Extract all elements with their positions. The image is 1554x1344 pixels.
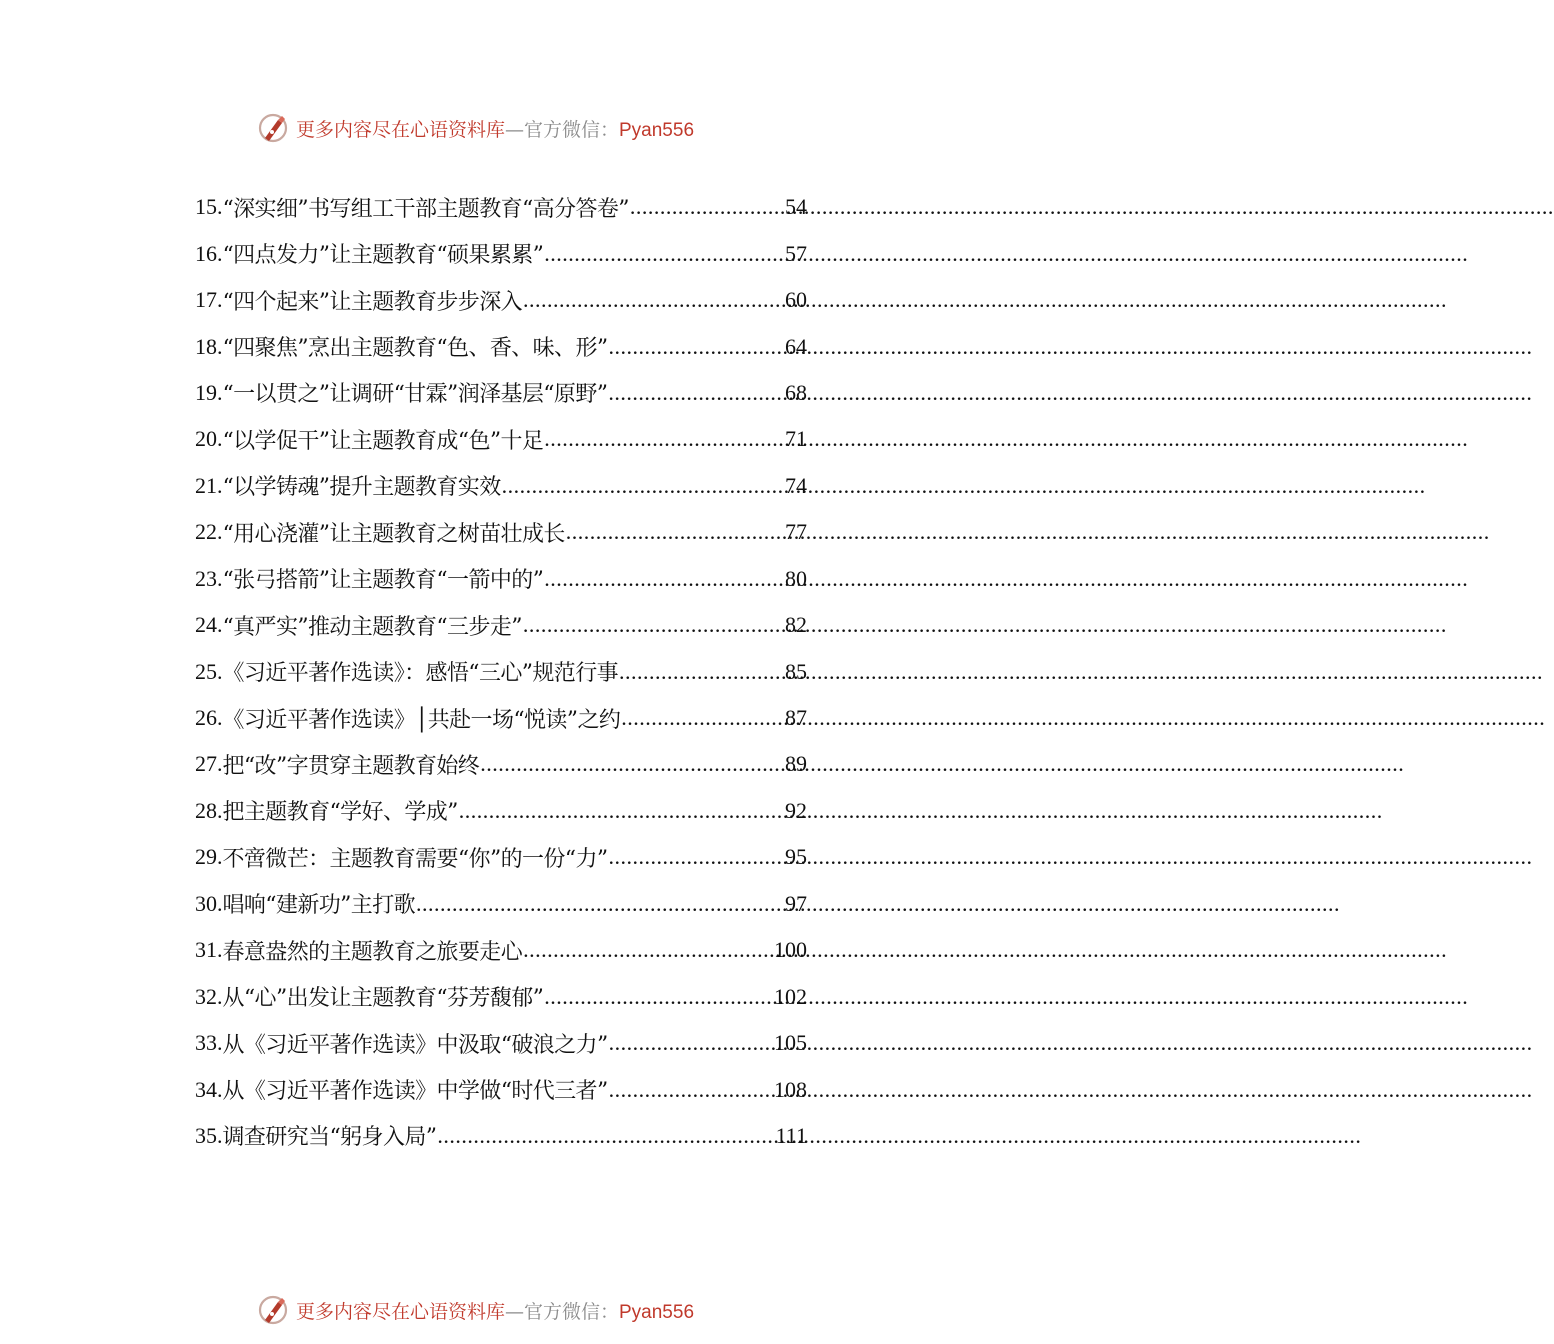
toc-entry-page-number: 54 bbox=[785, 194, 807, 220]
toc-entry-page-number: 97 bbox=[785, 890, 807, 916]
header-wechat-id: Pyan556 bbox=[619, 119, 695, 141]
footer-banner bbox=[0, 1290, 950, 1330]
toc-entry[interactable] bbox=[195, 695, 807, 741]
footer-wechat-id: Pyan556 bbox=[619, 1301, 695, 1323]
toc-entry[interactable] bbox=[195, 277, 807, 323]
toc-entry-number: 15. bbox=[195, 194, 223, 220]
toc-entry-page-number: 74 bbox=[785, 472, 807, 498]
toc-entry-number: 23. bbox=[195, 565, 223, 591]
toc-dot-leader bbox=[607, 380, 785, 406]
toc-dot-leader bbox=[565, 519, 785, 545]
toc-entry-title: 《习近平著作选读》：感悟“三心”规范行事 bbox=[222, 661, 618, 687]
toc-entry[interactable] bbox=[195, 741, 807, 787]
toc-entry-page-number: 105 bbox=[774, 1030, 807, 1056]
toc-entry-page-number: 111 bbox=[775, 1122, 807, 1148]
header-wechat-label: 官方微信： bbox=[523, 118, 619, 141]
footer-wechat-label: 官方微信： bbox=[523, 1300, 619, 1323]
toc-entry-page-number: 57 bbox=[785, 240, 807, 266]
toc-dot-leader bbox=[608, 844, 786, 870]
toc-entry[interactable] bbox=[195, 648, 807, 694]
toc-entry-page-number: 87 bbox=[785, 705, 807, 731]
toc-dot-leader bbox=[608, 334, 786, 360]
toc-entry-number: 16. bbox=[195, 240, 223, 266]
pen-nib-logo-icon bbox=[256, 111, 290, 145]
toc-entry[interactable] bbox=[195, 230, 807, 276]
toc-entry-title: “张弓搭箭”让主题教育“一箭中的” bbox=[222, 568, 544, 594]
toc-entry-page-number: 64 bbox=[785, 333, 807, 359]
toc-entry[interactable] bbox=[195, 370, 807, 416]
toc-entry-title: “以学促干”让主题教育成“色”十足 bbox=[222, 428, 544, 454]
toc-entry-number: 18. bbox=[195, 333, 223, 359]
toc-entry-title: “四聚焦”烹出主题教育“色、香、味、形” bbox=[222, 336, 608, 362]
toc-entry-page-number: 102 bbox=[774, 983, 807, 1009]
toc-entry[interactable] bbox=[195, 834, 807, 880]
toc-entry-title: 把主题教育“学好、学成” bbox=[222, 800, 458, 826]
toc-entry-number: 25. bbox=[195, 658, 223, 684]
toc-entry-title: “四点发力”让主题教育“硕果累累” bbox=[222, 243, 544, 269]
toc-entry-title: 《习近平著作选读》│共赴一场“悦读”之约 bbox=[222, 707, 621, 733]
toc-dot-leader bbox=[479, 751, 785, 777]
toc-entry-title: “一以贯之”让调研“甘霖”润泽基层“原野” bbox=[222, 382, 608, 408]
toc-entry[interactable] bbox=[195, 463, 807, 509]
toc-entry-number: 24. bbox=[195, 612, 223, 638]
toc-entry[interactable] bbox=[195, 556, 807, 602]
toc-entry-page-number: 68 bbox=[785, 379, 807, 405]
toc-dot-leader bbox=[543, 241, 785, 267]
toc-entry-title: “真严实”推动主题教育“三步走” bbox=[222, 614, 522, 640]
toc-dot-leader bbox=[415, 891, 785, 917]
toc-entry-number: 33. bbox=[195, 1030, 223, 1056]
toc-entry-number: 30. bbox=[195, 890, 223, 916]
toc-entry-page-number: 95 bbox=[785, 844, 807, 870]
toc-entry-page-number: 80 bbox=[785, 565, 807, 591]
toc-entry-title: 从“心”出发让主题教育“芬芳馥郁” bbox=[222, 986, 544, 1012]
toc-entry[interactable] bbox=[195, 1113, 807, 1159]
toc-entry-page-number: 89 bbox=[785, 751, 807, 777]
toc-entry[interactable] bbox=[195, 881, 807, 927]
toc-entry-number: 20. bbox=[195, 426, 223, 452]
toc-entry-number: 35. bbox=[195, 1122, 223, 1148]
toc-entry[interactable] bbox=[195, 184, 807, 230]
toc-entry-title: 不啻微芒：主题教育需要“你”的一份“力” bbox=[222, 846, 608, 872]
toc-entry-title: 从《习近平著作选读》中汲取“破浪之力” bbox=[222, 1032, 608, 1058]
toc-entry-page-number: 100 bbox=[774, 937, 807, 963]
toc-entry-page-number: 108 bbox=[774, 1076, 807, 1102]
toc-entry-title: “用心浇灌”让主题教育之树苗壮成长 bbox=[222, 521, 565, 547]
toc-entry-title: “四个起来”让主题教育步步深入 bbox=[222, 289, 522, 315]
toc-entry-page-number: 77 bbox=[785, 519, 807, 545]
toc-entry-number: 34. bbox=[195, 1076, 223, 1102]
toc-entry[interactable] bbox=[195, 602, 807, 648]
header-banner bbox=[0, 108, 950, 148]
toc-entry-number: 27. bbox=[195, 751, 223, 777]
toc-entry-page-number: 92 bbox=[785, 797, 807, 823]
toc-entry-title: “以学铸魂”提升主题教育实效 bbox=[222, 475, 501, 501]
toc-entry[interactable] bbox=[195, 416, 807, 462]
toc-entry-title: 调查研究当“躬身入局” bbox=[222, 1125, 437, 1151]
toc-entry-number: 32. bbox=[195, 983, 223, 1009]
toc-dot-leader bbox=[543, 426, 785, 452]
table-of-contents bbox=[195, 184, 807, 1159]
pen-nib-logo-icon bbox=[256, 1293, 290, 1327]
toc-dot-leader bbox=[618, 659, 785, 685]
toc-dot-leader bbox=[608, 1077, 774, 1103]
toc-dot-leader bbox=[629, 194, 785, 220]
header-promo-text bbox=[296, 115, 694, 142]
toc-dot-leader bbox=[436, 1123, 775, 1149]
toc-entry-number: 28. bbox=[195, 797, 223, 823]
toc-entry[interactable] bbox=[195, 1020, 807, 1066]
toc-entry-number: 19. bbox=[195, 379, 223, 405]
toc-entry-page-number: 85 bbox=[785, 658, 807, 684]
toc-entry[interactable] bbox=[195, 788, 807, 834]
toc-entry-number: 29. bbox=[195, 844, 223, 870]
footer-promo: 更多内容尽在心语资料库 bbox=[295, 1300, 505, 1323]
header-separator: — bbox=[504, 118, 524, 141]
toc-entry-title: 春意盎然的主题教育之旅要走心 bbox=[222, 939, 523, 965]
toc-entry[interactable] bbox=[195, 509, 807, 555]
toc-dot-leader bbox=[501, 473, 785, 499]
toc-dot-leader bbox=[608, 1030, 774, 1056]
toc-entry-number: 17. bbox=[195, 287, 223, 313]
footer-separator: — bbox=[504, 1300, 524, 1323]
toc-dot-leader bbox=[543, 984, 774, 1010]
toc-entry-title: 从《习近平著作选读》中学做“时代三者” bbox=[222, 1079, 608, 1105]
toc-dot-leader bbox=[543, 566, 785, 592]
toc-entry-page-number: 60 bbox=[785, 287, 807, 313]
toc-entry-number: 22. bbox=[195, 519, 223, 545]
toc-entry-title: 把“改”字贯穿主题教育始终 bbox=[222, 753, 480, 779]
toc-dot-leader bbox=[458, 798, 785, 824]
toc-entry[interactable] bbox=[195, 1066, 807, 1112]
footer-promo-text bbox=[296, 1297, 694, 1324]
toc-entry-page-number: 71 bbox=[785, 426, 807, 452]
toc-entry-page-number: 82 bbox=[785, 612, 807, 638]
toc-entry-title: “深实细”书写组工干部主题教育“高分答卷” bbox=[222, 196, 629, 222]
toc-entry-number: 26. bbox=[195, 705, 223, 731]
toc-dot-leader bbox=[620, 705, 785, 731]
toc-entry-number: 21. bbox=[195, 472, 223, 498]
toc-entry[interactable] bbox=[195, 323, 807, 369]
header-promo: 更多内容尽在心语资料库 bbox=[295, 118, 505, 141]
toc-entry[interactable] bbox=[195, 927, 807, 973]
toc-entry-title: 唱响“建新功”主打歌 bbox=[222, 893, 415, 919]
toc-entry-number: 31. bbox=[195, 937, 223, 963]
toc-dot-leader bbox=[522, 287, 785, 313]
toc-dot-leader bbox=[522, 937, 774, 963]
toc-entry[interactable] bbox=[195, 973, 807, 1019]
toc-dot-leader bbox=[522, 612, 785, 638]
